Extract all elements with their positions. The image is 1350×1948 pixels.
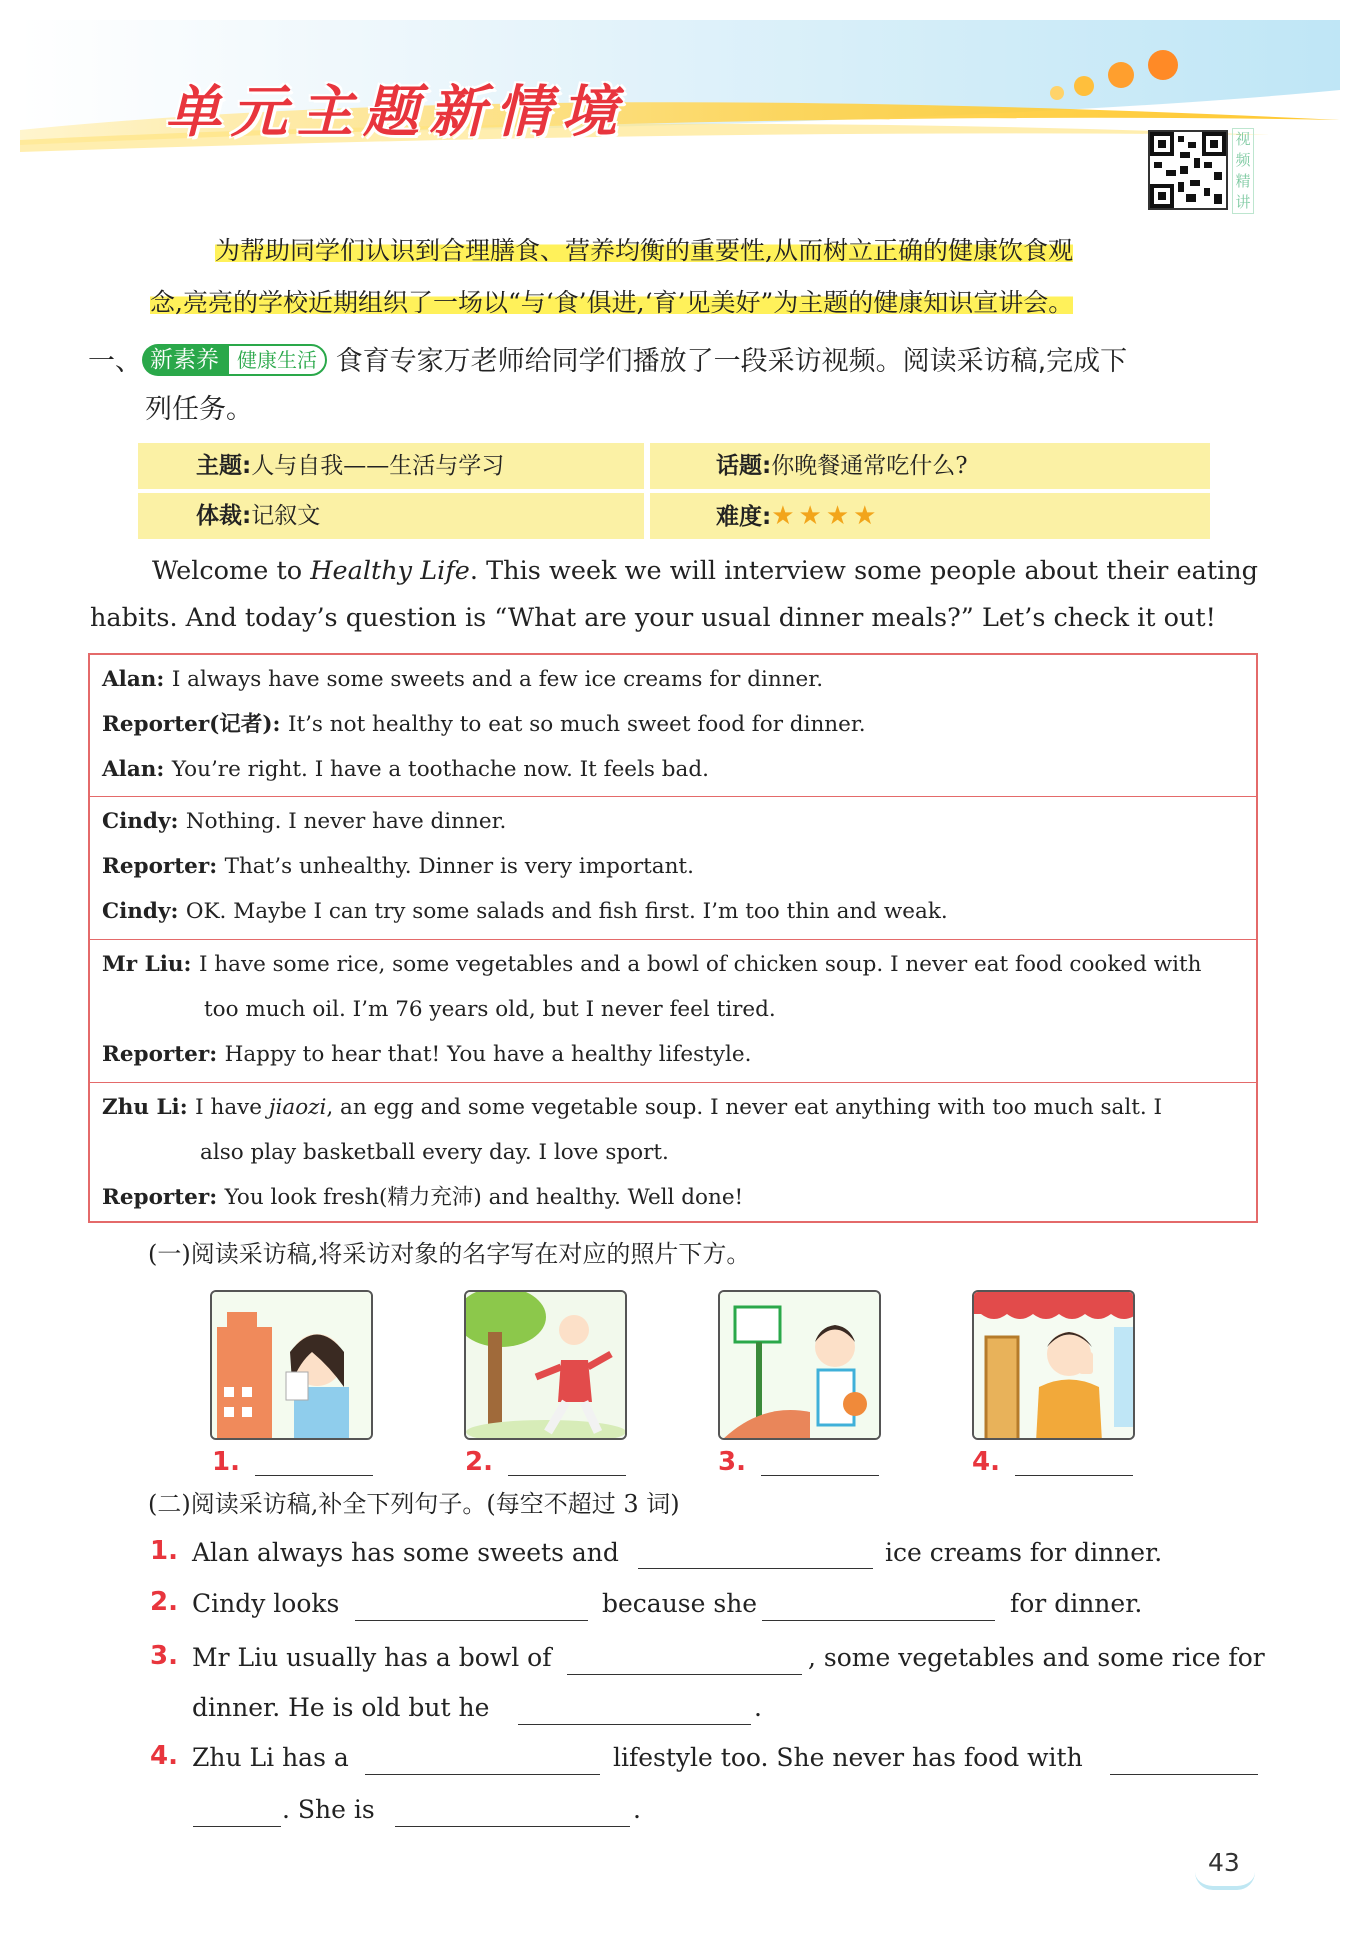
speaker-name: Reporter(记者) — [102, 712, 273, 737]
q3-blank-1[interactable] — [567, 1674, 802, 1675]
speaker-name: Reporter — [102, 1042, 210, 1067]
interview-zhu-li — [90, 1083, 1256, 1221]
q4-text-d: . — [633, 1795, 641, 1824]
q1-blank[interactable] — [638, 1568, 873, 1569]
dialogue-line: Reporter(记者): It’s not healthy to eat so much sweet food for dinner. — [102, 712, 866, 737]
page-number: 43 — [1208, 1848, 1240, 1877]
boy-shop-illustration — [974, 1292, 1135, 1440]
genre-cell — [138, 493, 644, 539]
dialogue-line: Reporter: That’s unhealthy. Dinner is very important. — [102, 854, 694, 879]
dot-icon — [1050, 86, 1064, 100]
q4-text-c: . She is — [282, 1795, 375, 1824]
passage-intro — [90, 548, 1258, 642]
dialogue-line: Alan: I always have some sweets and a few ice creams for dinner. — [102, 667, 824, 692]
q4-blank-1[interactable] — [365, 1774, 600, 1775]
qr-label: 视频精讲 — [1232, 128, 1254, 214]
dialogue-line: Alan: You’re right. I have a toothache now. It feels bad. — [102, 757, 709, 782]
difficulty-cell — [650, 493, 1210, 539]
speaker-name: Cindy — [102, 809, 171, 834]
dialogue-line: Reporter: You look fresh(精力充沛) and healthy. Well done! — [102, 1185, 744, 1210]
q3-text-c: dinner. He is old but he — [192, 1693, 490, 1722]
dot-icon — [1148, 50, 1178, 80]
q4-blank-2a[interactable] — [1110, 1774, 1258, 1775]
q3-text-b: , some vegetables and some rice for — [808, 1643, 1265, 1672]
dialogue-line: Cindy: Nothing. I never have dinner. — [102, 809, 507, 834]
interview-mr-liu — [90, 940, 1256, 1083]
passage-show-name: Healthy Life — [310, 556, 470, 586]
exercise-1-title: (一)阅读采访稿,将采访对象的名字写在对应的照片下方。 — [148, 1240, 751, 1268]
speaker-name: Mr Liu — [102, 952, 184, 977]
q3-text-d: . — [754, 1693, 762, 1722]
speaker-name: Zhu Li — [102, 1095, 180, 1120]
section-one-heading — [88, 338, 1268, 434]
qr-code-icon[interactable] — [1148, 130, 1228, 210]
q3-blank-2[interactable] — [518, 1724, 751, 1725]
genre-value: 记叙文 — [251, 503, 321, 529]
topic-value: 你晚餐通常吃什么? — [771, 453, 968, 479]
answer-number-4: 4. — [972, 1447, 1000, 1477]
speech-text: I have some rice, some vegetables and a bowl of chicken soup. I never eat food cooked with — [198, 952, 1202, 977]
dialogue-line: Mr Liu: I have some rice, some vegetables and a bowl of chicken soup. I never eat food cooked with — [102, 952, 1202, 977]
topic-cell — [650, 443, 1210, 489]
question-number-4: 4. — [150, 1741, 178, 1771]
q4-text-b: lifestyle too. She never has food with — [613, 1743, 1083, 1772]
answer-blank-3[interactable] — [761, 1475, 879, 1476]
question-number-3: 3. — [150, 1641, 178, 1671]
speaker-name: Reporter — [102, 1185, 210, 1210]
speech-text: It’s not healthy to eat so much sweet food for dinner. — [287, 712, 866, 737]
q2-text-a: Cindy looks — [192, 1589, 340, 1618]
speech-italic: jiaozi — [268, 1095, 327, 1120]
section-instruction-line-1: 食育专家万老师给同学们播放了一段采访视频。阅读采访稿,完成下 — [335, 346, 1128, 377]
answer-number-2: 2. — [465, 1447, 493, 1477]
difficulty-stars-icon: ★★★★ — [771, 501, 881, 531]
reading-info-table — [138, 443, 1210, 539]
intro-paragraph — [150, 225, 1260, 329]
theme-cell — [138, 443, 644, 489]
answer-number-1: 1. — [212, 1447, 240, 1477]
dot-icon — [1074, 76, 1094, 96]
speech-text: Nothing. I never have dinner. — [185, 809, 507, 834]
section-number: 一、 — [88, 346, 142, 377]
passage-text-a: Welcome to — [152, 556, 311, 586]
genre-label: 体裁: — [196, 503, 252, 529]
q4-blank-3[interactable] — [395, 1826, 630, 1827]
section-instruction-line-2: 列任务。 — [145, 394, 253, 425]
speaker-name: Alan — [102, 667, 157, 692]
q1-text-a: Alan always has some sweets and — [192, 1538, 619, 1567]
photo-old-man-taichi — [464, 1290, 627, 1440]
dialogue-line — [204, 995, 776, 1025]
girl-basketball-illustration — [720, 1292, 881, 1440]
question-number-1: 1. — [150, 1536, 178, 1566]
photo-girl-basketball — [718, 1290, 881, 1440]
healthy-life-badge: 健康生活 — [227, 344, 327, 376]
photo-girl-toothache — [210, 1290, 373, 1440]
q2-blank-1[interactable] — [355, 1620, 588, 1621]
dialogue-line: Zhu Li: I have jiaozi, an egg and some vegetable soup. I never eat anything with too much salt. I — [102, 1095, 1163, 1120]
photo-boy-shop — [972, 1290, 1135, 1440]
question-number-2: 2. — [150, 1587, 178, 1617]
answer-blank-4[interactable] — [1015, 1475, 1133, 1476]
new-literacy-badge: 新素养 — [142, 344, 227, 376]
intro-line-1: 为帮助同学们认识到合理膳食、营养均衡的重要性,从而树立正确的健康饮食观 — [215, 236, 1073, 265]
speech-text: OK. Maybe I can try some salads and fish first. I’m too thin and weak. — [185, 899, 948, 924]
topic-label: 话题: — [716, 453, 772, 479]
old-man-taichi-illustration — [466, 1292, 627, 1440]
speaker-name: Alan — [102, 757, 157, 782]
intro-line-2: 念,亮亮的学校近期组织了一场以“与‘食’俱进,‘育’见美好”为主题的健康知识宣讲会。 — [150, 288, 1074, 317]
theme-value: 人与自我——生活与学习 — [251, 453, 505, 479]
dot-icon — [1108, 62, 1134, 88]
girl-toothache-illustration — [212, 1292, 373, 1440]
speech-text-a: I have — [195, 1095, 269, 1120]
answer-blank-1[interactable] — [255, 1475, 373, 1476]
dialogue-line — [200, 1138, 669, 1168]
exercise-2-title: (二)阅读采访稿,补全下列句子。(每空不超过 3 词) — [148, 1490, 680, 1518]
speech-text: also play basketball every day. I love sport. — [200, 1140, 669, 1165]
speech-text: too much oil. I’m 76 years old, but I never feel tired. — [204, 997, 776, 1022]
theme-label: 主题: — [196, 453, 252, 479]
interview-box — [88, 653, 1258, 1223]
passage-text-b: . This week we will interview some people about their eating habits. And today’s question is “What are your usual dinner meals?” Let’s check it out! — [90, 556, 1258, 633]
qr-code-pattern — [1150, 132, 1226, 208]
q2-text-c: for dinner. — [1010, 1589, 1143, 1618]
page-title: 单元主题新情境 — [165, 80, 627, 145]
q3-text-a: Mr Liu usually has a bowl of — [192, 1643, 552, 1672]
speech-text: That’s unhealthy. Dinner is very important. — [224, 854, 694, 879]
dialogue-line: Reporter: Happy to hear that! You have a healthy lifestyle. — [102, 1042, 752, 1067]
q2-text-b: because she — [602, 1589, 758, 1618]
speaker-name: Reporter — [102, 854, 210, 879]
page-number-swoosh — [1195, 1872, 1255, 1890]
dialogue-line: Cindy: OK. Maybe I can try some salads and fish first. I’m too thin and weak. — [102, 899, 948, 924]
answer-number-3: 3. — [718, 1447, 746, 1477]
answer-blank-2[interactable] — [508, 1475, 626, 1476]
q4-blank-2b[interactable] — [193, 1826, 281, 1827]
interview-alan — [90, 655, 1256, 797]
q1-text-b: ice creams for dinner. — [885, 1538, 1163, 1567]
speech-text: I always have some sweets and a few ice creams for dinner. — [171, 667, 824, 692]
speech-text: You look fresh(精力充沛) and healthy. Well done! — [224, 1185, 744, 1210]
interview-cindy — [90, 797, 1256, 940]
speaker-name: Cindy — [102, 899, 171, 924]
q2-blank-2[interactable] — [762, 1620, 995, 1621]
q4-text-a: Zhu Li has a — [192, 1743, 349, 1772]
speech-text: , an egg and some vegetable soup. I never eat anything with too much salt. I — [326, 1095, 1163, 1120]
speech-text: You’re right. I have a toothache now. It feels bad. — [171, 757, 709, 782]
speech-text: Happy to hear that! You have a healthy lifestyle. — [224, 1042, 752, 1067]
difficulty-label: 难度: — [716, 504, 772, 530]
